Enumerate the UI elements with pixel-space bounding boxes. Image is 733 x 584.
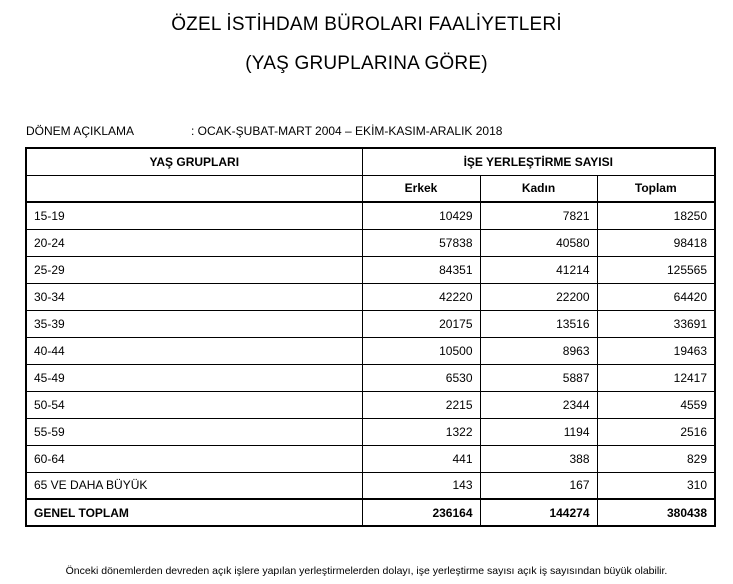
toplam-cell: 125565 bbox=[597, 256, 715, 283]
kadin-cell: 2344 bbox=[480, 391, 597, 418]
age-cell: 55-59 bbox=[26, 418, 362, 445]
erkek-cell: 20175 bbox=[362, 310, 480, 337]
column-header-erkek: Erkek bbox=[362, 175, 480, 202]
age-cell: 30-34 bbox=[26, 283, 362, 310]
kadin-cell: 5887 bbox=[480, 364, 597, 391]
table-row bbox=[26, 445, 715, 472]
age-cell: 40-44 bbox=[26, 337, 362, 364]
placement-count-header: İŞE YERLEŞTİRME SAYISI bbox=[362, 148, 715, 175]
toplam-cell: 829 bbox=[597, 445, 715, 472]
erkek-cell: 1322 bbox=[362, 418, 480, 445]
toplam-cell: 2516 bbox=[597, 418, 715, 445]
total-kadin: 144274 bbox=[480, 499, 597, 526]
kadin-cell: 167 bbox=[480, 472, 597, 499]
toplam-cell: 98418 bbox=[597, 229, 715, 256]
table-row bbox=[26, 418, 715, 445]
table-row bbox=[26, 229, 715, 256]
empty-header-cell bbox=[26, 175, 362, 202]
table-row bbox=[26, 391, 715, 418]
kadin-cell: 8963 bbox=[480, 337, 597, 364]
age-group-header: YAŞ GRUPLARI bbox=[26, 148, 362, 175]
toplam-cell: 18250 bbox=[597, 202, 715, 229]
total-toplam: 380438 bbox=[597, 499, 715, 526]
toplam-cell: 64420 bbox=[597, 283, 715, 310]
erkek-cell: 10500 bbox=[362, 337, 480, 364]
kadin-cell: 13516 bbox=[480, 310, 597, 337]
page-subtitle: (YAŞ GRUPLARINA GÖRE) bbox=[245, 53, 488, 74]
erkek-cell: 84351 bbox=[362, 256, 480, 283]
table-row bbox=[26, 310, 715, 337]
header-row-1 bbox=[26, 148, 715, 175]
kadin-cell: 7821 bbox=[480, 202, 597, 229]
erkek-cell: 6530 bbox=[362, 364, 480, 391]
kadin-cell: 1194 bbox=[480, 418, 597, 445]
total-row bbox=[26, 499, 715, 526]
footnote: Önceki dönemlerden devreden açık işlere yapılan yerleştirmelerden dolayı, işe yerleştirme sayısı açık iş sayısından büyük olabilir. bbox=[65, 565, 668, 577]
table-row bbox=[26, 256, 715, 283]
age-cell: 15-19 bbox=[26, 202, 362, 229]
kadin-cell: 41214 bbox=[480, 256, 597, 283]
period-label: DÖNEM AÇIKLAMA bbox=[26, 124, 135, 138]
kadin-cell: 388 bbox=[480, 445, 597, 472]
toplam-cell: 12417 bbox=[597, 364, 715, 391]
column-header-toplam: Toplam bbox=[597, 175, 715, 202]
table-row bbox=[26, 283, 715, 310]
header-row-2 bbox=[26, 175, 715, 202]
toplam-cell: 310 bbox=[597, 472, 715, 499]
age-cell: 45-49 bbox=[26, 364, 362, 391]
erkek-cell: 42220 bbox=[362, 283, 480, 310]
table-row bbox=[26, 337, 715, 364]
toplam-cell: 19463 bbox=[597, 337, 715, 364]
total-erkek: 236164 bbox=[362, 499, 480, 526]
table-row bbox=[26, 202, 715, 229]
page-title: ÖZEL İSTİHDAM BÜROLARI FAALİYETLERİ bbox=[171, 14, 562, 35]
placement-table bbox=[25, 147, 716, 527]
toplam-cell: 4559 bbox=[597, 391, 715, 418]
column-header-kadin: Kadın bbox=[480, 175, 597, 202]
erkek-cell: 2215 bbox=[362, 391, 480, 418]
erkek-cell: 143 bbox=[362, 472, 480, 499]
age-cell: 25-29 bbox=[26, 256, 362, 283]
age-cell: 60-64 bbox=[26, 445, 362, 472]
total-label: GENEL TOPLAM bbox=[26, 499, 362, 526]
erkek-cell: 441 bbox=[362, 445, 480, 472]
age-cell: 65 VE DAHA BÜYÜK bbox=[26, 472, 362, 499]
kadin-cell: 22200 bbox=[480, 283, 597, 310]
toplam-cell: 33691 bbox=[597, 310, 715, 337]
table-row bbox=[26, 364, 715, 391]
age-cell: 35-39 bbox=[26, 310, 362, 337]
age-cell: 50-54 bbox=[26, 391, 362, 418]
erkek-cell: 10429 bbox=[362, 202, 480, 229]
kadin-cell: 40580 bbox=[480, 229, 597, 256]
period-line bbox=[26, 124, 502, 138]
period-value: : OCAK-ŞUBAT-MART 2004 – EKİM-KASIM-ARALIK 2018 bbox=[191, 124, 503, 138]
erkek-cell: 57838 bbox=[362, 229, 480, 256]
table-row bbox=[26, 472, 715, 499]
age-cell: 20-24 bbox=[26, 229, 362, 256]
